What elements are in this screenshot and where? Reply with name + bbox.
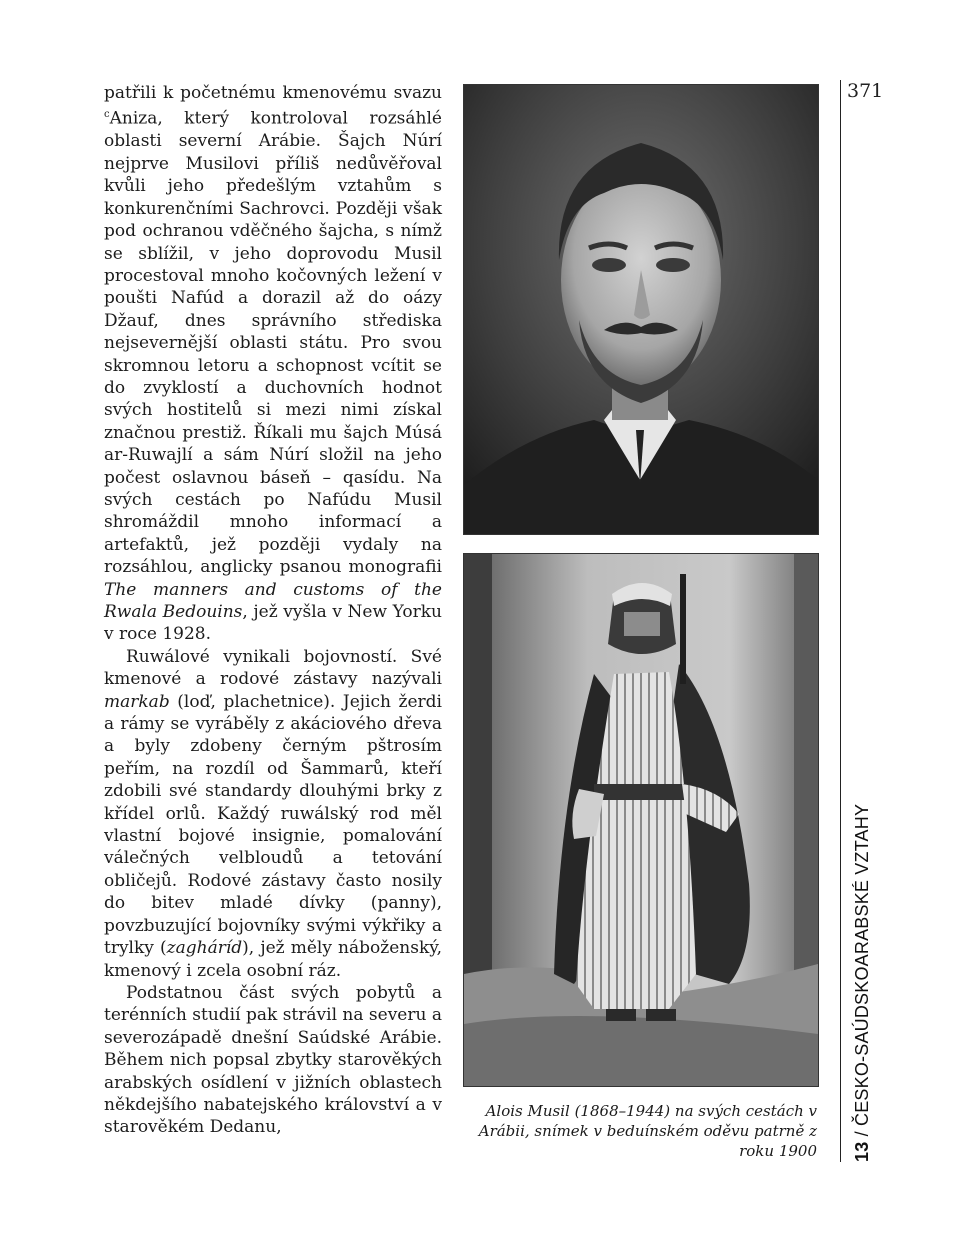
photo-caption: Alois Musil (1868–1944) na svých cestách v Arábii, snímek v beduínském oděvu patrně z roku 1900	[478, 1102, 817, 1160]
book-title: The manners and customs of the Rwala Bedouins	[104, 579, 442, 622]
margin-rule	[840, 80, 841, 1162]
bedouin-dress-photo	[463, 553, 819, 1087]
ayn-mark: c	[104, 109, 110, 121]
paragraph-2	[104, 646, 442, 982]
running-head-separator: /	[852, 1125, 872, 1142]
term-zagharid: zagháríd	[166, 938, 243, 959]
text-run: Podstatnou část svých pobytů a terénních studií pak strávil na severu a severozápadě dnešní Saúdské Arábie. Během nich popsal zbytky starověkých arabských osídlení v jižních oblastech někdejšího nabatejského království a v starověkém Dedanu,	[104, 982, 442, 1138]
text-run: Aniza, který kontroloval rozsáhlé oblasti severní Arábie. Šajch Núrí nejprve Musilovi příliš nedůvěřoval kvůli jeho předešlým vztahům s konkurenčními Sachrovci. Později však pod ochranou vděčného šajcha, s nímž se sblížil, v jeho doprovodu Musil procestoval mnoho kočovných ležení v poušti Nafúd a dorazil až do oázy Džauf, dnes správního střediska nejsevernější oblasti státu. Pro svou skromnou letoru a schopnost vcítit se do zvyklostí a duchovních hodnot svých hostitelů si mezi nimi získal značnou prestiž. Říkali mu šajch Músá ar-Ruwajlí a sám Núrí složil na jeho počest oslavnou báseň – qasídu. Na svých cestách po Nafúdu Musil shromáždil mnoho informací a artefaktů, jež později vydaly na rozsáhlou, anglicky psanou monografii	[104, 109, 442, 578]
text-run: (loď, plachetnice). Jejich žerdi a rámy se vyráběly z akáciového dřeva a byly zdobeny černým pštrosím peřím, na rozdíl od Šammarů, kteří zdobili své standardy dlouhými brky z křídel orlů. Každý ruwálský rod měl vlastní bojové insignie, pomalování válečných velbloudů a tetování obličejů. Rodové zástavy často nosily do bitev mladé dívky (panny), povzbuzující bojovníky svými výkřiky a trylky (	[104, 691, 442, 959]
text-run: patřili k početnému kmenovému svazu	[104, 83, 442, 103]
chapter-number: 13	[852, 1141, 872, 1162]
body-text	[104, 82, 442, 1139]
running-head	[852, 804, 873, 1162]
text-run: Ruwálové vynikali bojovností. Své kmenové a rodové zástavy nazývali	[104, 646, 442, 690]
term-markab: markab	[104, 691, 170, 712]
portrait-photo	[463, 84, 819, 535]
page-number: 371	[847, 80, 884, 102]
text-run: ), jež měly náboženský, kmenový i zcela osobní ráz.	[104, 938, 442, 981]
paragraph-1	[104, 82, 442, 646]
paragraph-3	[104, 982, 442, 1139]
chapter-title: ČESKO-SAÚDSKOARABSKÉ VZTAHY	[852, 803, 872, 1126]
text-run: , jež vyšla v New Yorku v roce 1928.	[104, 602, 442, 645]
